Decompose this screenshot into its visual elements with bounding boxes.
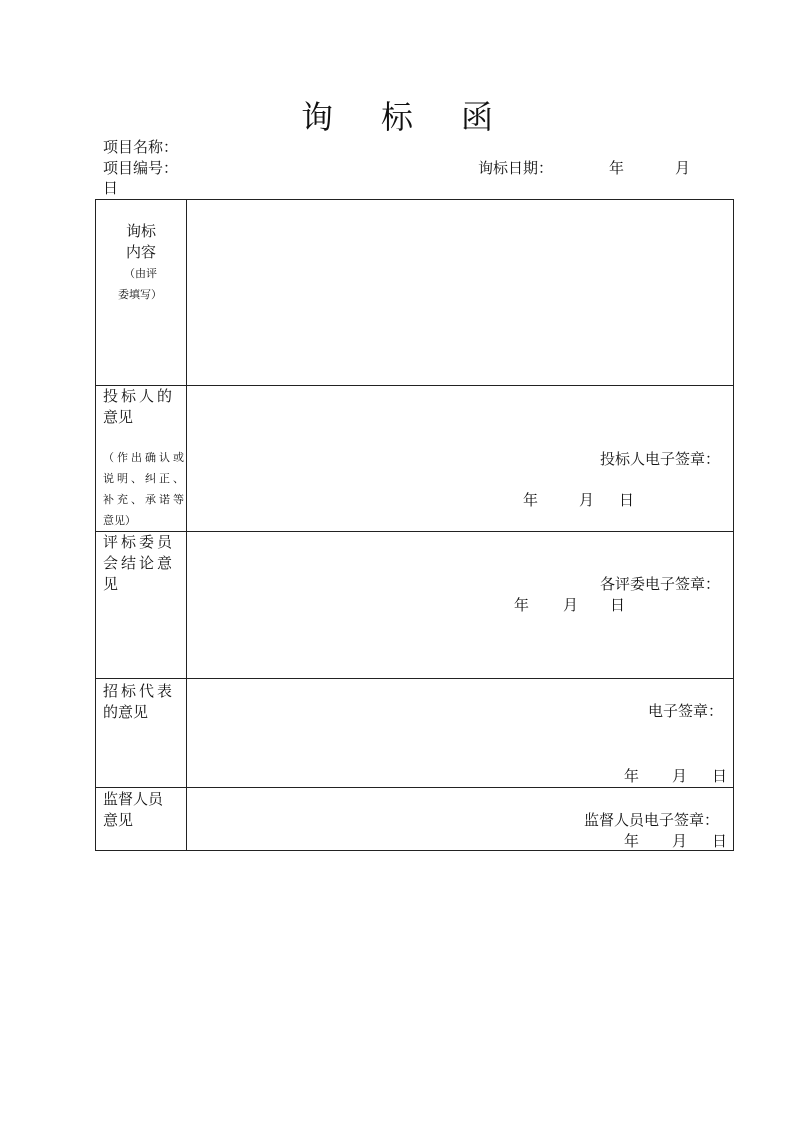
page-title: [0, 92, 794, 138]
row-divider: [95, 787, 734, 788]
committee-label-line1: 评标委员: [103, 533, 176, 551]
agent-sign-day: 日: [712, 767, 728, 785]
bidder-note-line3: 补充、承诺等: [103, 493, 187, 506]
date-month: 月: [675, 159, 691, 177]
supervisor-label-line2: 意见: [103, 811, 134, 829]
bidder-note-line4: 意见）: [103, 514, 136, 527]
agent-sign-month: 月: [672, 767, 688, 785]
inquiry-label-line1: 询标: [126, 222, 157, 240]
column-divider: [186, 199, 187, 851]
committee-opinion-field[interactable]: [190, 535, 730, 674]
inquiry-label-line2: 内容: [126, 243, 157, 261]
agent-sign-year: 年: [624, 767, 640, 785]
inquiry-note-line1: （由评: [124, 267, 157, 280]
committee-sign-month: 月: [563, 596, 579, 614]
title-char-2: 标: [380, 98, 413, 136]
supervisor-sign-year: 年: [624, 832, 640, 850]
bidder-note-line1: （作出确认或: [103, 451, 187, 464]
committee-label-line2: 会结论意: [103, 554, 176, 572]
date-year: 年: [609, 159, 625, 177]
bidder-sign-month: 月: [579, 491, 595, 509]
bidder-sign-day: 日: [619, 491, 635, 509]
row-divider: [95, 531, 734, 532]
bidder-sign-year: 年: [523, 491, 539, 509]
committee-label-line3: 见: [103, 575, 119, 593]
committee-sign-year: 年: [514, 596, 530, 614]
row-divider: [95, 678, 734, 679]
date-day: 日: [103, 179, 119, 197]
supervisor-sign-month: 月: [672, 832, 688, 850]
agent-label-line1: 招标代表: [103, 682, 176, 700]
committee-signature-label: 各评委电子签章：: [600, 575, 721, 593]
bidder-signature-label: 投标人电子签章：: [600, 450, 721, 468]
bidder-label-line1: 投标人的: [103, 387, 176, 405]
title-char-1: 询: [300, 98, 333, 136]
supervisor-signature-label: 监督人员电子签章：: [584, 811, 720, 829]
table-border-right: [733, 199, 734, 851]
row-divider: [95, 385, 734, 386]
table-border-left: [95, 199, 96, 851]
project-no-label: 项目编号：: [103, 159, 179, 177]
agent-signature-label: 电子签章：: [648, 702, 724, 720]
inquiry-date-label: 询标日期：: [478, 159, 554, 177]
inquiry-content-field[interactable]: [190, 203, 730, 381]
bidder-label-line2: 意见: [103, 408, 134, 426]
agent-opinion-field[interactable]: [190, 682, 730, 783]
agent-label-line2: 的意见: [103, 703, 149, 721]
project-name-label: 项目名称：: [103, 138, 179, 156]
title-char-3: 函: [461, 98, 494, 136]
bidder-note-line2: 说明、纠正、: [103, 472, 187, 485]
inquiry-note-line2: 委填写）: [118, 288, 162, 301]
committee-sign-day: 日: [610, 596, 626, 614]
table-border-top: [95, 199, 734, 200]
supervisor-label-line1: 监督人员: [103, 790, 164, 808]
supervisor-sign-day: 日: [712, 832, 728, 850]
